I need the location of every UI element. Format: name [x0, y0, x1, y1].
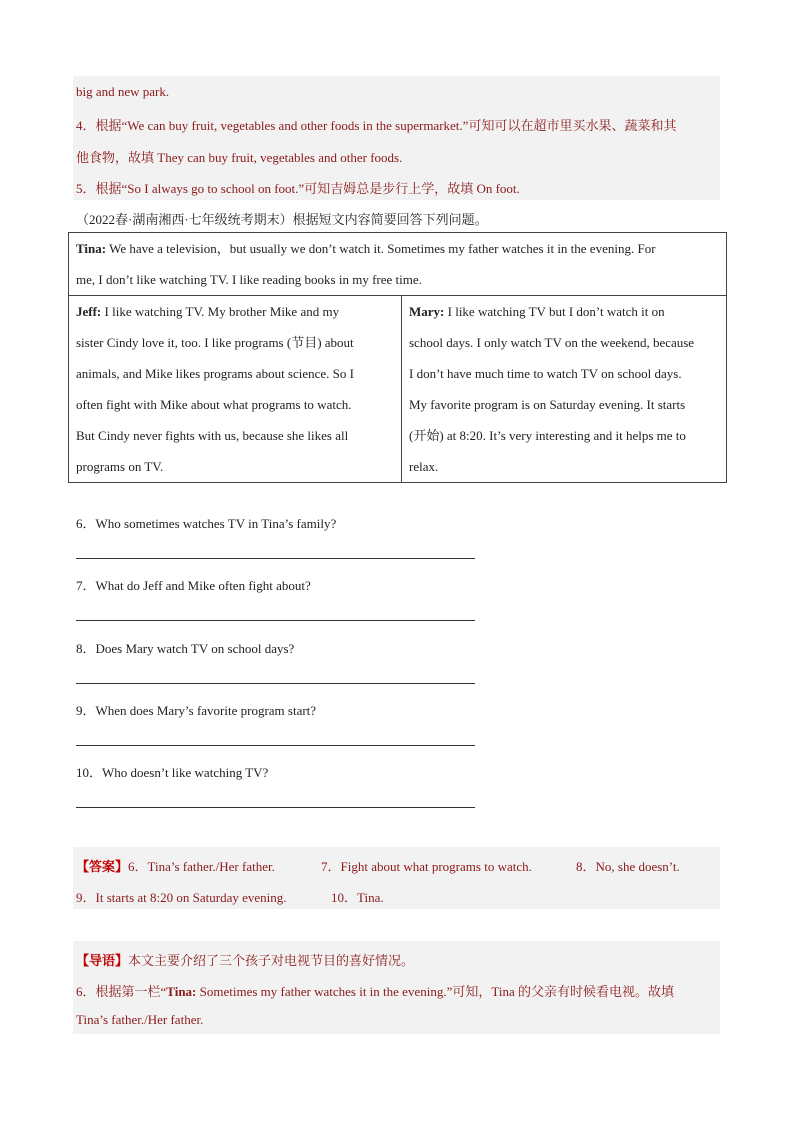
guide-item-6: 6．根据第一栏“Tina: Sometimes my father watches it in the evening.”可知，Tina 的父亲有时候看电视。故填	[76, 984, 674, 999]
mary-line-4: My favorite program is on Saturday evening. It starts	[409, 397, 686, 412]
answer-rule-7[interactable]	[76, 620, 475, 621]
passage-table	[68, 232, 727, 483]
question-8: 8．Does Mary watch TV on school days?	[76, 641, 295, 656]
answer-10: 10．Tina.	[331, 890, 384, 905]
jeff-line-6: programs on TV.	[76, 459, 164, 474]
answer-rule-8[interactable]	[76, 683, 475, 684]
answer-rule-10[interactable]	[76, 807, 475, 808]
answer-rule-6[interactable]	[76, 558, 475, 559]
question-6: 6．Who sometimes watches TV in Tina’s family?	[76, 516, 337, 531]
answer-line-4: 4．根据“We can buy fruit, vegetables and other foods in the supermarket.”可知可以在超市里买水果、蔬菜和其	[76, 118, 677, 133]
answer-line-4-cont: 他食物，故填 They can buy fruit, vegetables and other foods.	[76, 150, 403, 165]
jeff-line-3: animals, and Mike likes programs about science. So I	[76, 366, 354, 381]
mary-line-5: (开始) at 8:20. It’s very interesting and it helps me to	[409, 428, 686, 443]
jeff-speaker: Jeff:	[76, 304, 102, 319]
answer-8: 8．No, she doesn’t.	[576, 859, 680, 874]
answer-6: 6．Tina’s father./Her father.	[128, 859, 275, 874]
mary-line-1: Mary: I like watching TV but I don’t watch it on	[409, 304, 665, 319]
answer-row-1	[76, 856, 275, 875]
guide-item-6-cont: Tina’s father./Her father.	[76, 1012, 204, 1027]
question-9: 9．When does Mary’s favorite program start?	[76, 703, 317, 718]
tina-line-1: Tina: We have a television，but usually we don’t watch it. Sometimes my father watches it in the evening. For	[76, 241, 656, 256]
question-10: 10．Who doesn’t like watching TV?	[76, 765, 269, 780]
jeff-line-2: sister Cindy love it, too. I like programs (节目) about	[76, 335, 354, 350]
answer-line-1: big and new park.	[76, 84, 170, 99]
tina-speaker: Tina:	[76, 241, 107, 256]
answer-tag: 【答案】	[76, 859, 129, 874]
mary-line-3: I don’t have much time to watch TV on school days.	[409, 366, 682, 381]
guide-speaker: Tina:	[166, 984, 197, 999]
jeff-line-1: Jeff: I like watching TV. My brother Mike and my	[76, 304, 340, 319]
guide-intro-line	[76, 950, 414, 969]
section-header: （2022春·湖南湘西·七年级统考期末）根据短文内容简要回答下列问题。	[76, 212, 488, 227]
mary-speaker: Mary:	[409, 304, 445, 319]
mary-line-2: school days. I only watch TV on the weekend, because	[409, 335, 695, 350]
tina-line-2: me, I don’t like watching TV. I like reading books in my free time.	[76, 272, 422, 287]
question-7: 7．What do Jeff and Mike often fight about?	[76, 578, 311, 593]
mary-cell	[402, 296, 727, 483]
jeff-cell	[69, 296, 402, 483]
guide-tag: 【导语】	[76, 953, 129, 968]
tina-cell	[69, 233, 727, 296]
answer-7: 7．Fight about what programs to watch.	[321, 859, 532, 874]
answer-9: 9．It starts at 8:20 on Saturday evening.	[76, 890, 287, 905]
answer-rule-9[interactable]	[76, 745, 475, 746]
guide-intro: 本文主要介绍了三个孩子对电视节目的喜好情况。	[128, 953, 415, 968]
mary-line-6: relax.	[409, 459, 439, 474]
jeff-line-4: often fight with Mike about what programs to watch.	[76, 397, 352, 412]
jeff-line-5: But Cindy never fights with us, because she likes all	[76, 428, 349, 443]
answer-line-5: 5．根据“So I always go to school on foot.”可知吉姆总是步行上学，故填 On foot.	[76, 181, 520, 196]
